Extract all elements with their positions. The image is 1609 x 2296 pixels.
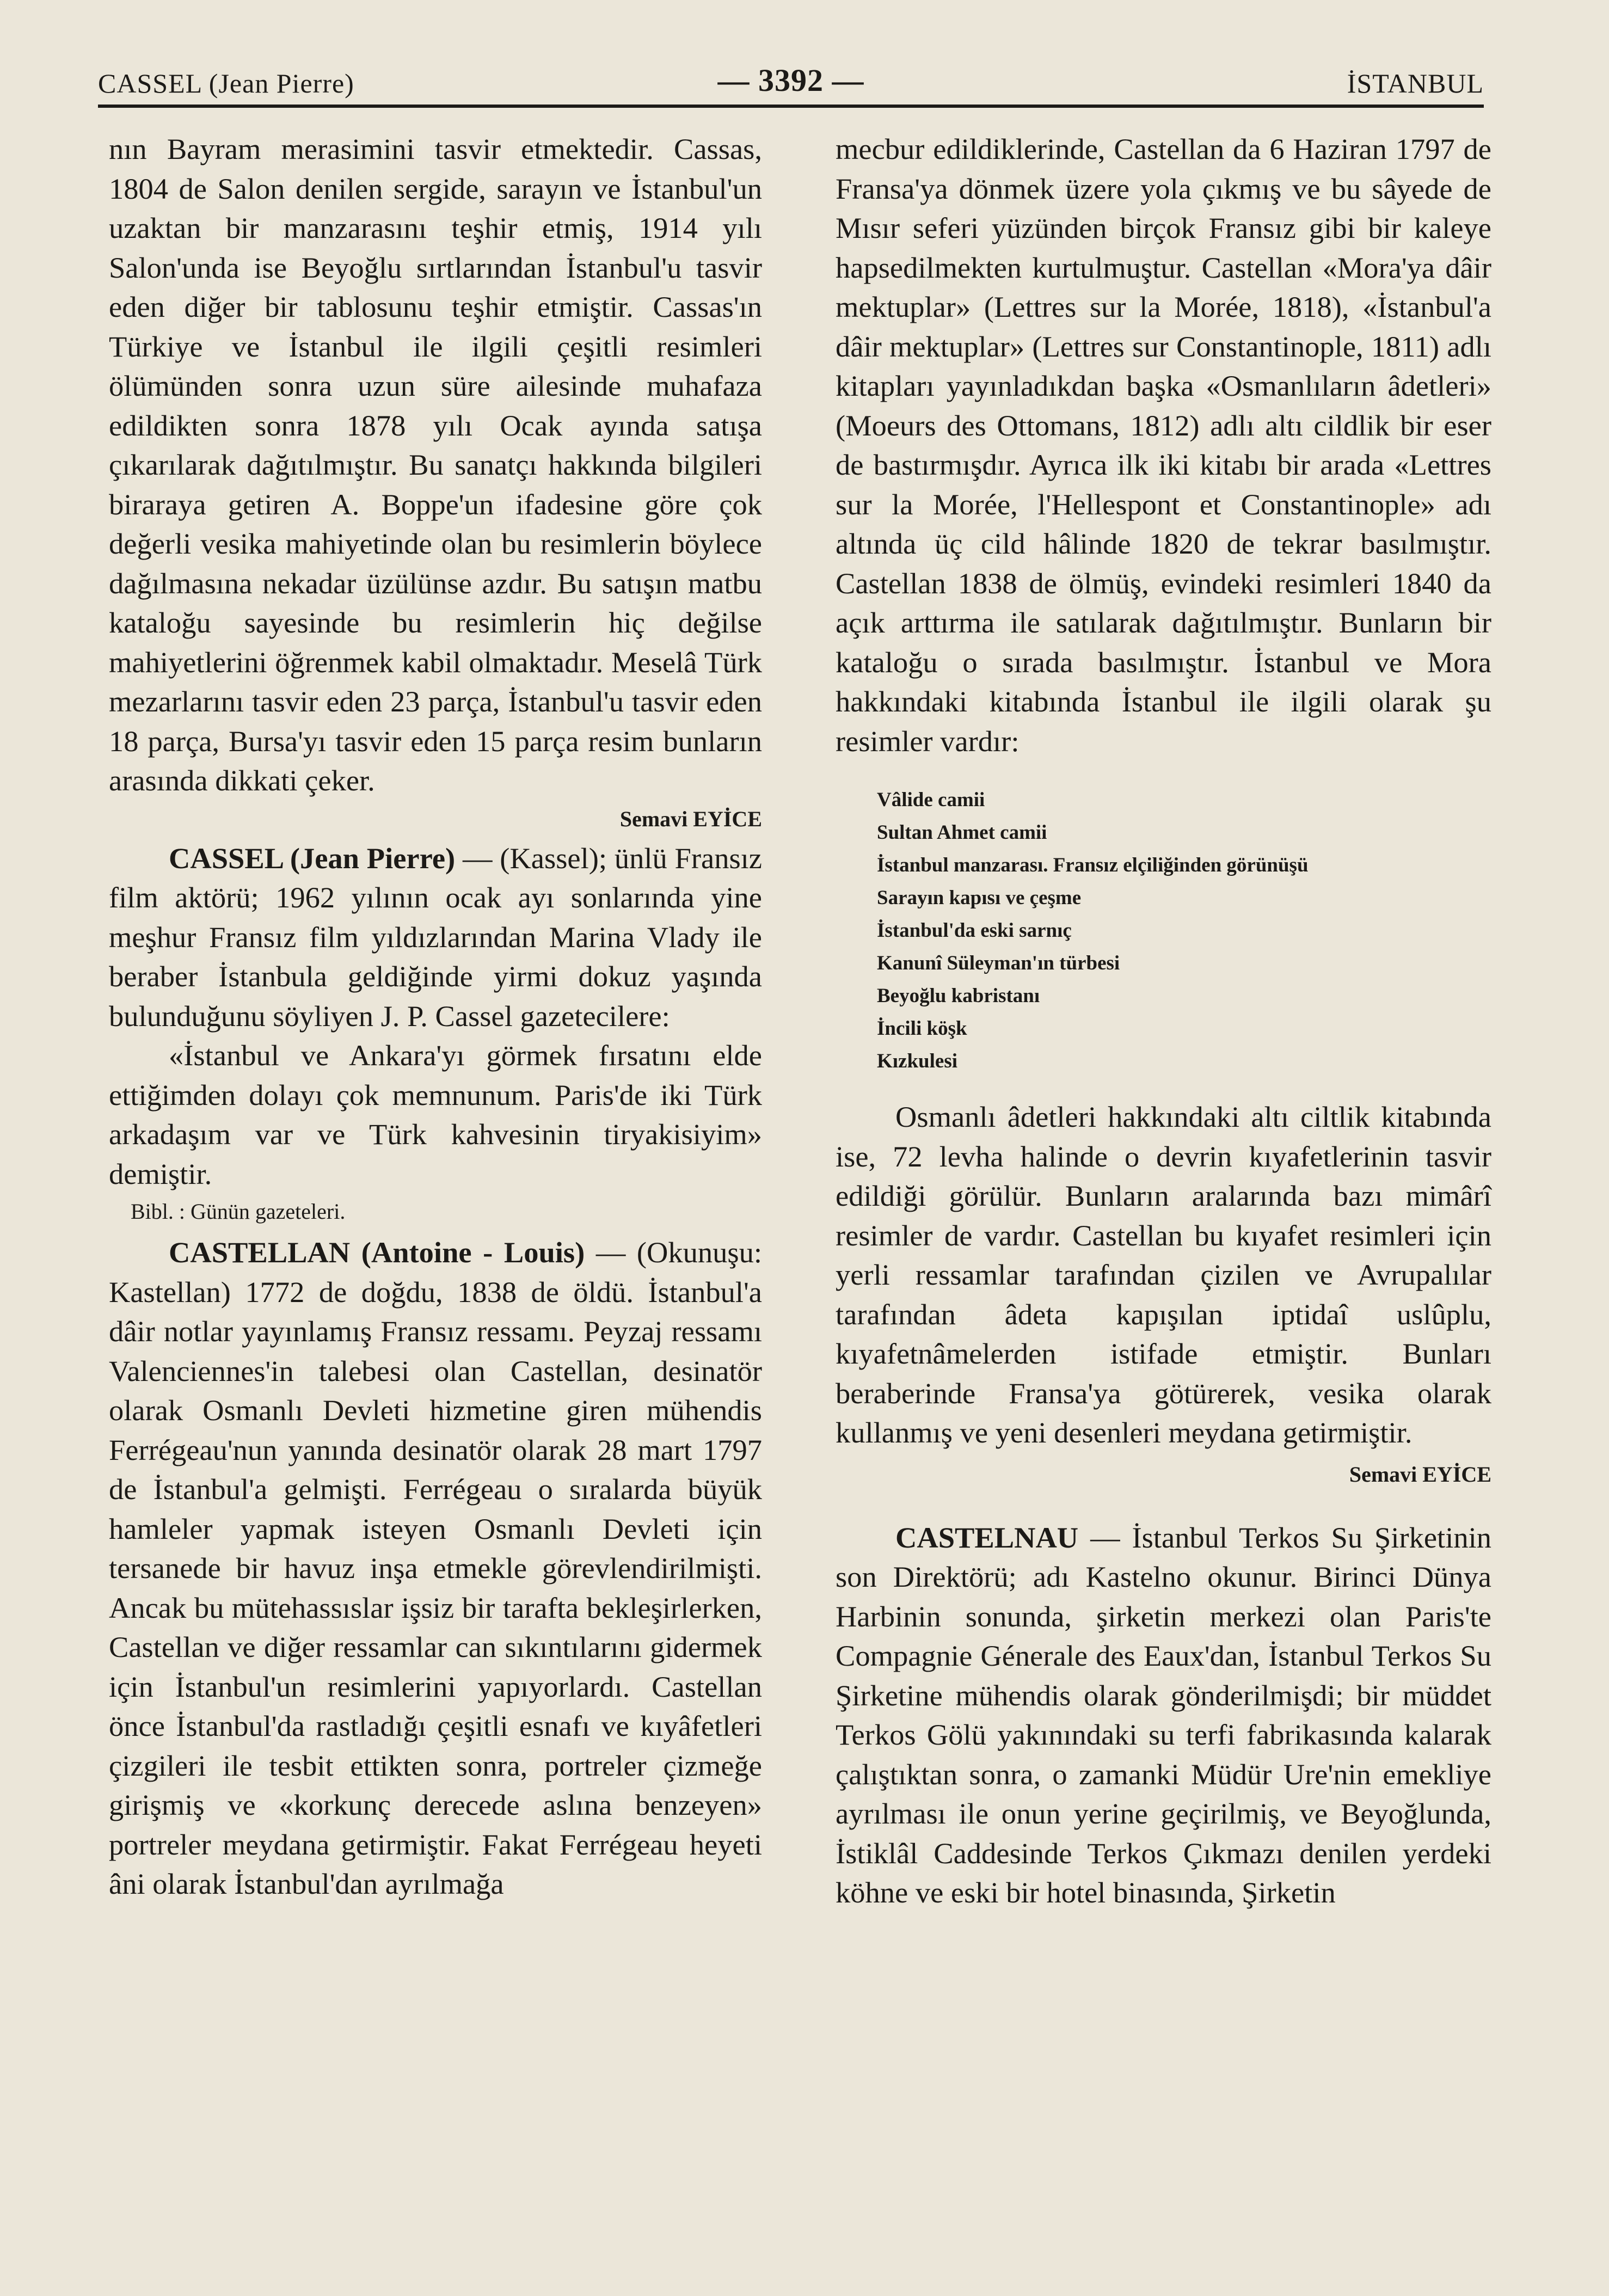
costumes-paragraph: Osmanlı âdetleri hakkındaki altı ciltlik kitabında ise, 72 levha halinde o devrin kıyafetlerinin tasvir edildiği görülür. Bunların aralarında bazı mimârî resimler de vardır. Castellan bu kıyafet resimleri için yerli ressamlar tarafından çizilen ve Avrupalılar tarafından âdeta kapışılan iptidaî uslûplu, kıyafetnâmelerden istifade etmiştir. Bunları beraberinde Fransa'ya götürerek, vesika olarak kullanmış ve yeni desenleri meydana getirmiştir.: [836, 1100, 1491, 1449]
entry-cassel: [109, 839, 762, 1036]
list-item: İstanbul'da eski sarnıç: [877, 919, 1072, 942]
entry-castellan: [109, 1233, 762, 1904]
list-item: İncili köşk: [877, 1017, 967, 1040]
bibliography: Bibl. : Günün gazeteleri.: [131, 1199, 346, 1224]
list-item: Kanunî Süleyman'ın türbesi: [877, 952, 1120, 974]
entry-headword: CASTELLAN (Antoine - Louis): [169, 1236, 585, 1269]
entry-text: — (Okunuşu: Kastellan) 1772 de doğdu, 1838 de öldü. İstanbul'a dâir notlar yayınlamış Fransız ressamı. Peyzaj ressamı Valenciennes'in talebesi olan Castellan, desinatör olarak Osmanlı Devleti hizmetine giren mühendis Ferrégeau'nun yanında desinatör olarak 28 mart 1797 de İstanbul'a gelmişti. Ferrégeau o sıralarda büyük hamleler yapmak isteyen Osmanlı Devleti için tersanede bir havuz inşa etmekle görevlendirilmişti. Ancak bu mütehassıslar işsiz bir tarafta bekleşirlerken, Castellan ve diğer ressamlar can sıkıntılarını gidermek için İstanbul'un resimlerini yapıyorlardı. Castellan önce İstanbul'da rastladığı çeşitli esnafı ve kıyâfetleri çizgileri ile tesbit ettikten sonra, portreler çizmeğe girişmiş ve «korkunç derecede aslına benzeyen» portreler meydana getirmiştir. Fakat Ferrégeau heyeti âni olarak İstanbul'dan ayrılmağa: [109, 1236, 762, 1900]
cassel-quote: «İstanbul ve Ankara'yı görmek fırsatını elde ettiğimden dolayı çok memnunum. Paris'de iki Türk arkadaşım var ve Türk kahvesinin tiryakisiyim» demiştir.: [109, 1039, 762, 1190]
entry-castelnau: [836, 1518, 1491, 1913]
entry-headword: CASTELNAU: [895, 1520, 1079, 1554]
right-column: [836, 130, 1491, 1913]
author-signature: Semavi EYİCE: [619, 806, 762, 831]
cassas-continuation: nın Bayram merasimini tasvir etmektedir. Cassas, 1804 de Salon denilen sergide, sarayın ve İstanbul'un uzaktan bir manzarasını teşhir etmiş, 1914 yılı Salon'unda ise Beyoğlu sırtlarından İstanbul'u tasvir eden diğer bir tablosunu teşhir etmiştir. Cassas'ın Türkiye ve İstanbul ile ilgili çeşitli resimleri ölümünden sonra uzun süre ailesinde muhafaza edildikten sonra 1878 yılı Ocak ayında satışa çıkarılarak dağıtılmıştır. Bu sanatçı hakkında bilgileri biraraya getiren A. Boppe'un ifadesine göre çok değerli vesika mahiyetinde olan bu resimlerin böylece dağılmasına nekadar üzülünse azdır. Bu satışın matbu kataloğu sayesinde bu resimlerin hiç değilse mahiyetlerini öğrenmek kabil olmaktadır. Meselâ Türk mezarlarını tasvir eden 23 parça, İstanbul'u tasvir eden 18 parça, Bursa'yı tasvir eden 15 parça resim bunların arasında dikkati çeker.: [109, 132, 762, 797]
list-item: Beyoğlu kabristanı: [877, 985, 1040, 1007]
running-head-right: İSTANBUL: [1347, 68, 1484, 99]
page-number: — 3392 —: [717, 63, 864, 98]
entry-text: — (Kassel); ünlü Fransız film aktörü; 1962 yılının ocak ayı sonlarında yine meşhur Fransız film yıldızlarından Marina Vlady ile beraber İstanbula geldiğinde yirmi dokuz yaşında bulunduğunu söyliyen J. P. Cassel gazetecilere:: [109, 841, 762, 1033]
author-signature: Semavi EYİCE: [1349, 1462, 1491, 1487]
picture-list: [877, 784, 1491, 1078]
list-item: Sultan Ahmet camii: [877, 821, 1047, 844]
left-column: [109, 130, 762, 1904]
header-rule: [98, 105, 1484, 108]
running-head-left: CASSEL (Jean Pierre): [98, 68, 354, 99]
list-item: Sarayın kapısı ve çeşme: [877, 887, 1082, 909]
list-item: İstanbul manzarası. Fransız elçiliğinden görünüşü: [877, 854, 1309, 876]
list-item: Kızkulesi: [877, 1050, 958, 1072]
entry-text: — İstanbul Terkos Su Şirketinin son Direktörü; adı Kastelno okunur. Birinci Dünya Harbinin sonunda, şirketin merkezi olan Paris'te Compagnie Génerale des Eaux'dan, İstanbul Terkos Su Şirketine mühendis olarak gönderilmişdi; bir müddet Terkos Gölü yakınındaki su terfi fabrikasında kalarak çalıştıktan sonra, o zamanki Müdür Ure'nin emekliye ayrılması ile onun yerine geçirilmiş, ve Beyoğlunda, İstiklâl Caddesinde Terkos Çıkmazı denilen yerdeki köhne ve eski bir hotel binasında, Şirketin: [836, 1520, 1491, 1909]
entry-gap: [836, 1494, 1491, 1518]
list-item: Vâlide camii: [877, 789, 985, 811]
entry-headword: CASSEL (Jean Pierre): [169, 841, 456, 875]
castellan-continuation: mecbur edildiklerinde, Castellan da 6 Haziran 1797 de Fransa'ya dönmek üzere yola çıkmış ve bu sâyede de Mısır seferi yüzünden birçok Fransız gibi bir kaleye hapsedilmekten kurtulmuştur. Castellan «Mora'ya dâir mektuplar» (Lettres sur la Morée, 1818), «İstanbul'a dâir mektuplar» (Lettres sur Constantinople, 1811) adlı kitapları yayınladıkdan başka «Osmanlıların âdetleri» (Moeurs des Ottomans, 1812) adlı altı cildlik bir eser de bastırmışdır. Ayrıca ilk iki kitabı bir arada «Lettres sur la Morée, l'Hellespont et Constantinople» adı altında üç cild hâlinde 1820 de tekrar basılmıştır. Castellan 1838 de ölmüş, evindeki resimleri 1840 da açık arttırma ile satılarak dağıtılmıştır. Bunların bir kataloğu o sırada basılmıştır. İstanbul ve Mora hakkındaki kitabında İstanbul ile ilgili olarak şu resimler vardır:: [836, 132, 1491, 758]
